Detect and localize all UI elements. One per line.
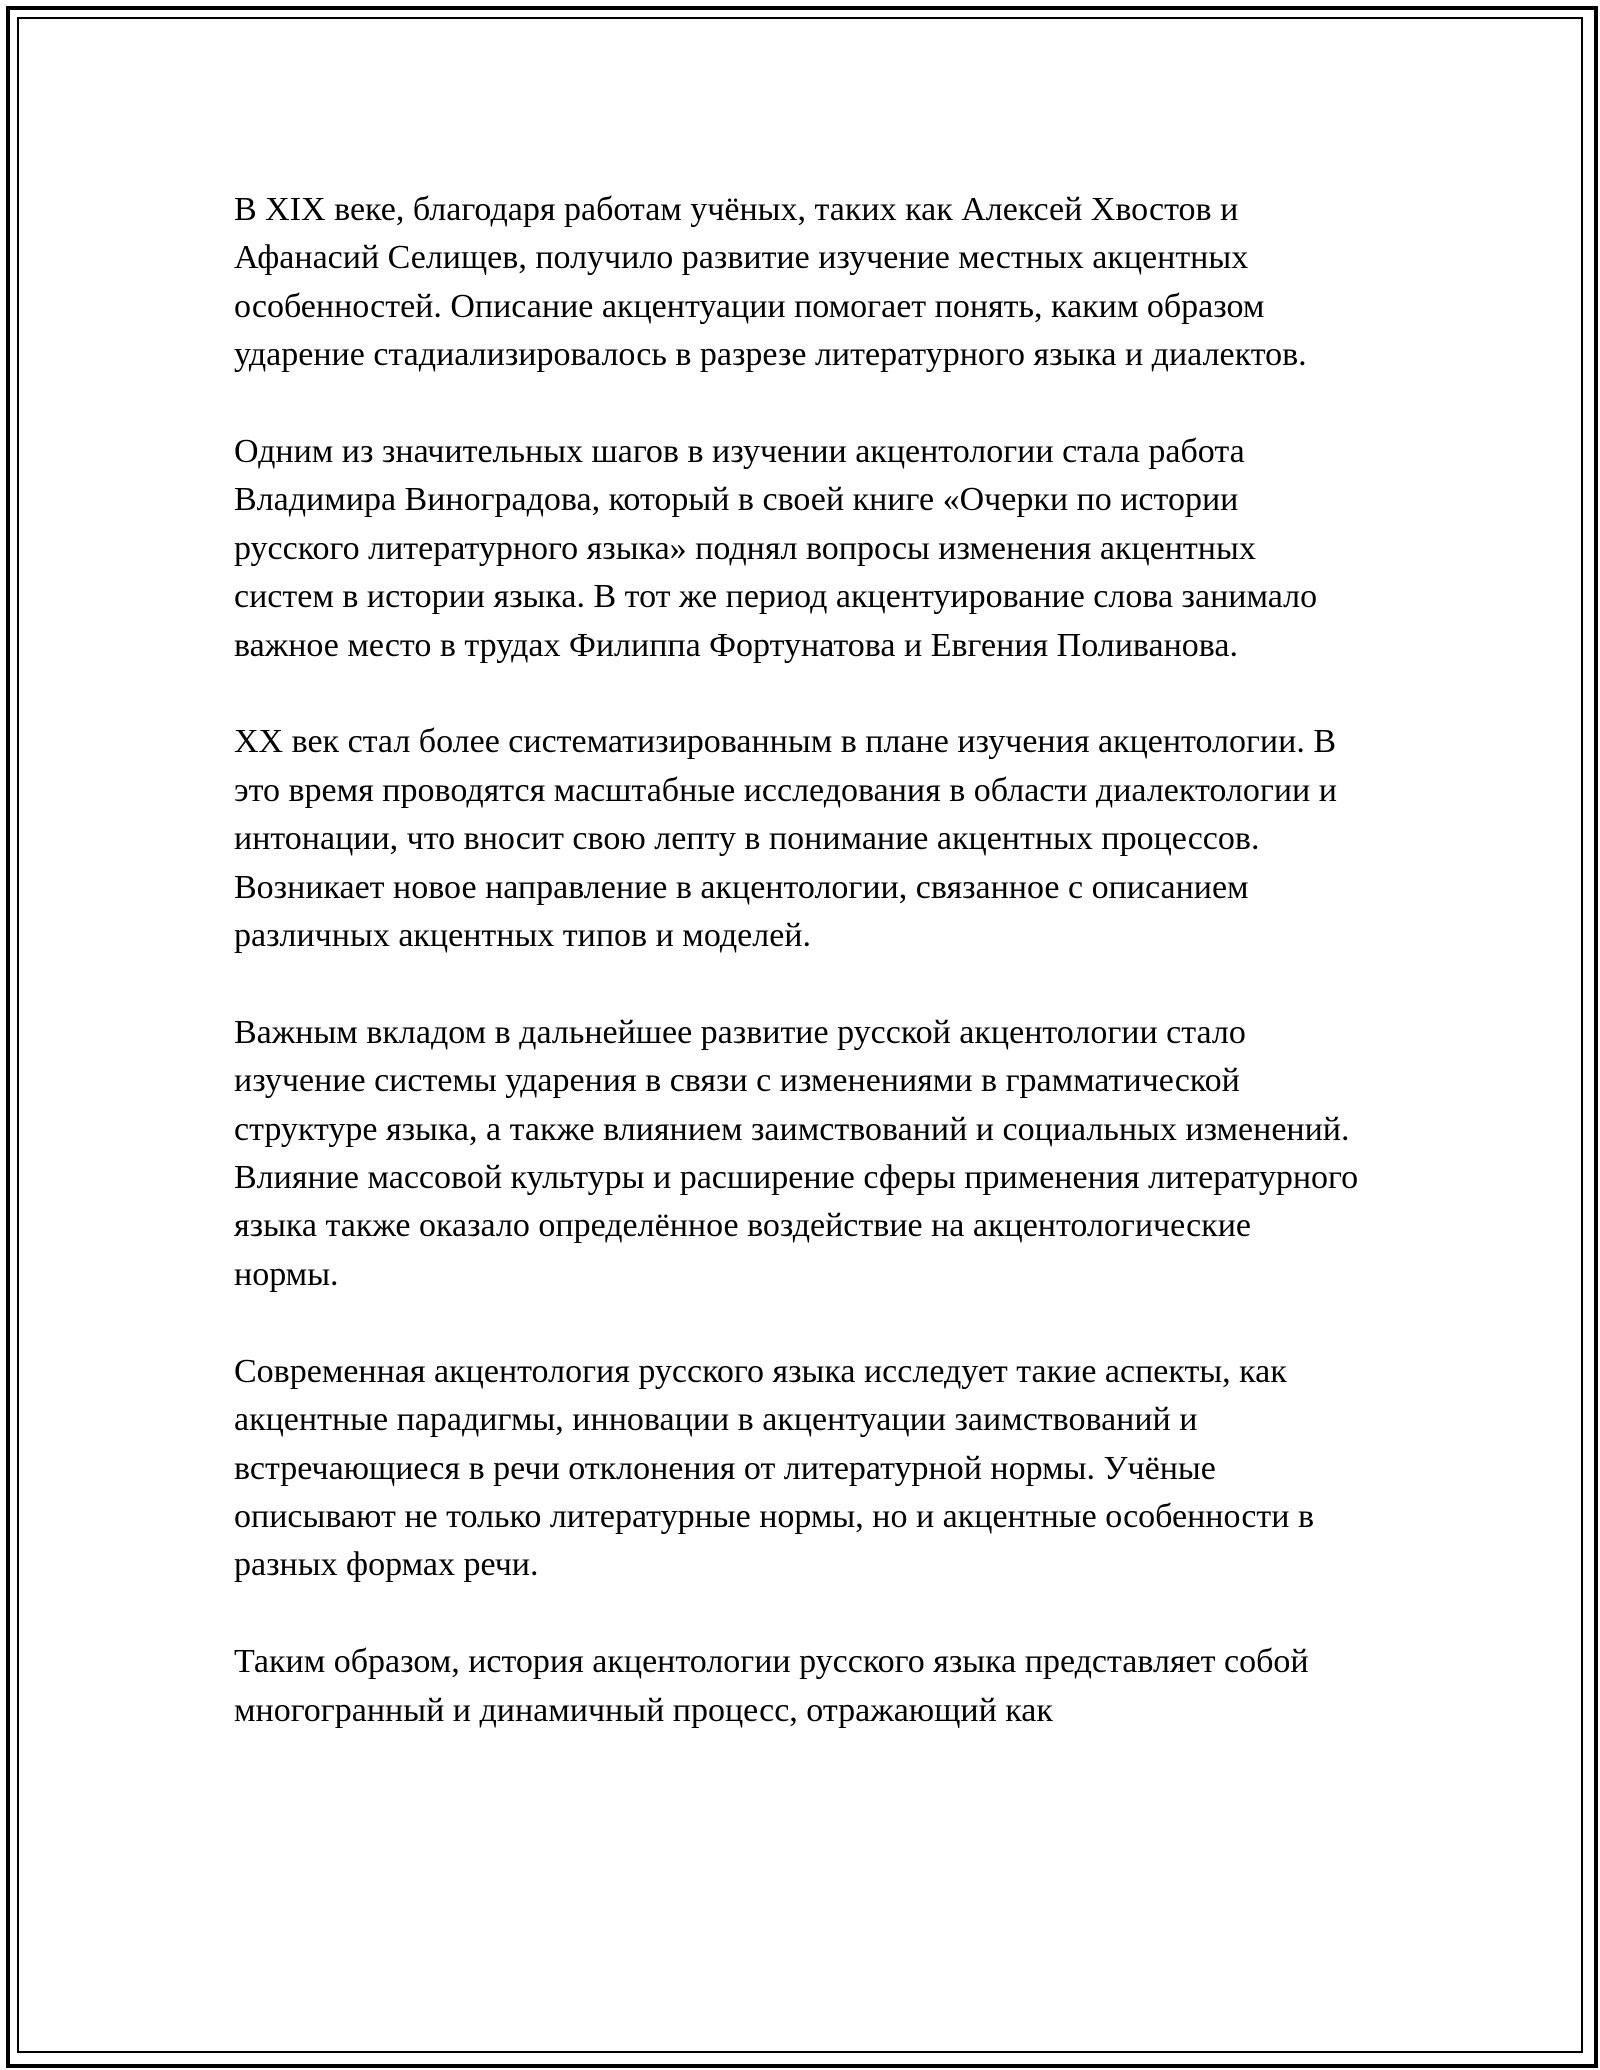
paragraph-1: В XIX веке, благодаря работам учёных, таких как Алексей Хвостов и Афанасий Селищев, получило развитие изучение местных акцентных особенностей. Описание акцентуации помогает понять, каким образом ударение стадиализировалось в разрезе литературного языка и диалектов. [234, 191, 1307, 374]
paragraph-2: Одним из значительных шагов в изучении акцентологии стала работа Владимира Виноградова, который в своей книге «Очерки по истории русского литературного языка» поднял вопросы изменения акцентных систем в истории языка. В тот же период акцентуирование слова занимало важное место в трудах Филиппа Фортунатова и Евгения Поливанова. [234, 433, 1318, 664]
paragraph-4: Важным вкладом в дальнейшее развитие русской акцентологии стало изучение системы ударения в связи с изменениями в грамматической структуре языка, а также влиянием заимствований и социальных изменений. Влияние массовой культуры и расширение сферы применения литературного языка также оказало определённое воздействие на акцентологические нормы. [234, 1013, 1359, 1293]
paragraph-6: Таким образом, история акцентологии русского языка представляет собой многогранный и динамичный процесс, отражающий как [234, 1643, 1309, 1729]
paragraph-3: XX век стал более систематизированным в плане изучения акцентологии. В это время проводятся масштабные исследования в области диалектологии и интонации, что вносит свою лепту в понимание акцентных процессов. Возникает новое направление в акцентологии, связанное с описанием различных акцентных типов и моделей. [234, 723, 1337, 955]
document-body [234, 186, 1364, 1783]
paragraph-5: Современная акцентология русского языка исследует такие аспекты, как акцентные парадигмы, инновации в акцентуации заимствований и встречающиеся в речи отклонения от литературной нормы. Учёные описывают не только литературные нормы, но и акцентные особенности в разных формах речи. [234, 1352, 1315, 1584]
